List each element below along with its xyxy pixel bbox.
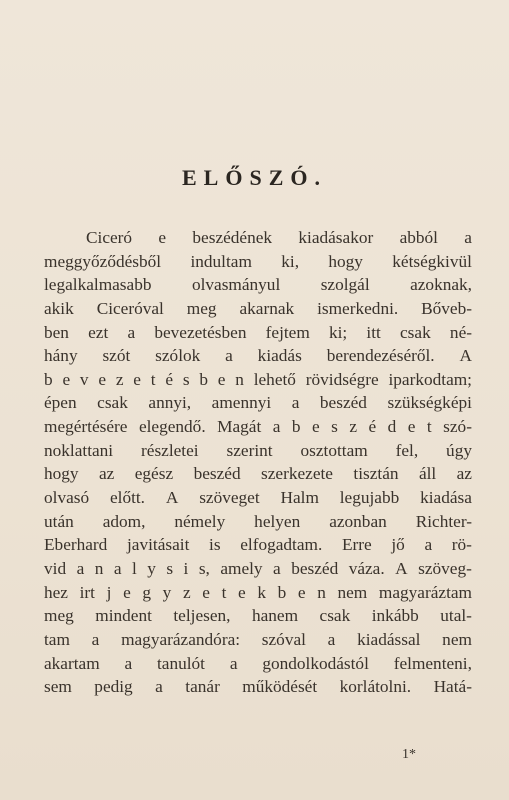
text-line: ben ezt a bevezetésben fejtem ki; itt csak né- xyxy=(44,322,472,342)
text-line: meggyőződésből indultam ki, hogy kétségkivül xyxy=(44,251,472,271)
text-line: olvasó előtt. A szöveget Halm legujabb kiadása xyxy=(44,488,472,508)
text-line: után adom, némely helyen azonban Richter- xyxy=(44,511,472,531)
text-line: épen csak annyi, amennyi a beszéd szükségképi xyxy=(44,393,472,413)
text-line: tam a magyarázandóra: szóval a kiadással nem xyxy=(44,629,472,649)
text-line: meg mindent teljesen, hanem csak inkább utal- xyxy=(44,606,472,626)
page-title: ELŐSZÓ. xyxy=(182,165,327,190)
text-line: b e v e z e t é s b e n lehető rövidségre iparkodtam; xyxy=(44,369,472,389)
text-line: hány szót szólok a kiadás berendezéséről. A xyxy=(44,346,472,366)
text-line: vid a n a l y s i s, amely a beszéd váza. A szöveg- xyxy=(44,558,472,578)
text-line: legalkalmasabb olvasmányul szolgál azoknak, xyxy=(44,275,472,295)
text-line: megértésére elegendő. Magát a b e s z é d e t szó- xyxy=(44,417,472,437)
signature-mark: 1* xyxy=(402,747,416,762)
text-line: akartam a tanulót a gondolkodástól felmenteni, xyxy=(44,653,472,673)
body-text xyxy=(44,228,472,701)
text-line: hez irt j e g y z e t e k b e n nem magyaráztam xyxy=(44,582,472,602)
text-line: Ciceró e beszédének kiadásakor abból a xyxy=(86,228,472,247)
text-line: akik Ciceróval meg akarnak ismerkedni. Bőveb- xyxy=(44,298,472,318)
text-line: noklattani részletei szerint osztottam fel, úgy xyxy=(44,440,472,460)
text-line: Eberhard javitásait is elfogadtam. Erre jő a rö- xyxy=(44,535,472,555)
text-line: sem pedig a tanár működését korlátolni. Hatá- xyxy=(44,677,472,697)
text-line: hogy az egész beszéd szerkezete tisztán áll az xyxy=(44,464,472,484)
